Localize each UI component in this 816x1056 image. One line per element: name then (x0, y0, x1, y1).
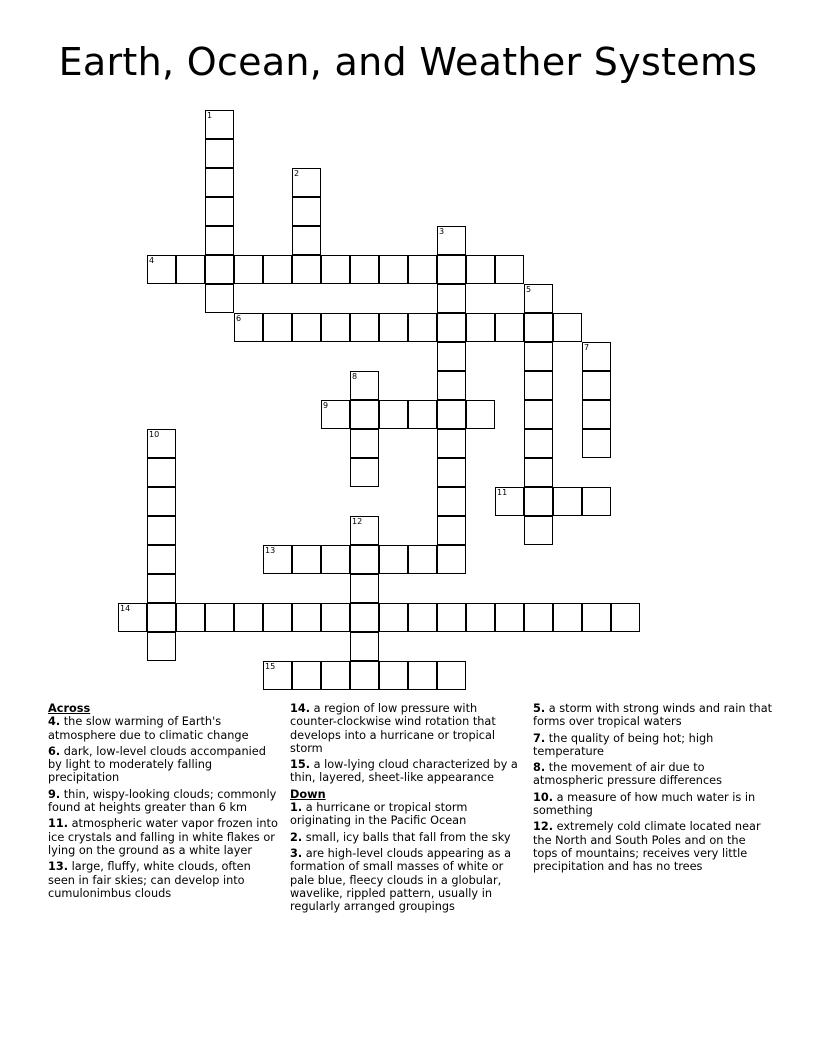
clue-item-number: 8. (533, 761, 546, 775)
grid-cell[interactable] (408, 661, 437, 690)
grid-cell[interactable] (495, 313, 524, 342)
clue-item-text: the movement of air due to atmospheric pressure differences (533, 761, 723, 788)
grid-cell[interactable] (379, 661, 408, 690)
clue-item-text: a region of low pressure with counter-clockwise wind rotation that develops into a hurricane or tropical storm (290, 702, 496, 755)
grid-cell[interactable] (205, 139, 234, 168)
clue-item (290, 801, 526, 828)
clue-item-text: atmospheric water vapor frozen into ice crystals and falling in white flakes or lying on the ground as a white layer (48, 817, 278, 857)
grid-cell[interactable] (437, 429, 466, 458)
clue-item (533, 791, 773, 818)
grid-cell[interactable] (611, 603, 640, 632)
grid-cell[interactable] (147, 632, 176, 661)
grid-cell[interactable] (524, 458, 553, 487)
grid-cell[interactable] (350, 574, 379, 603)
clue-item (290, 847, 526, 913)
clue-item (290, 831, 526, 844)
clue-number: 6 (236, 314, 242, 323)
grid-cell[interactable] (350, 603, 379, 632)
clue-item-text: small, icy balls that fall from the sky (302, 830, 511, 844)
grid-cell[interactable] (408, 545, 437, 574)
clue-item (48, 860, 280, 900)
grid-cell[interactable] (524, 429, 553, 458)
clue-item (290, 758, 526, 785)
grid-cell[interactable] (582, 429, 611, 458)
clue-item (533, 820, 773, 873)
grid-cell[interactable] (263, 661, 292, 690)
grid-cell[interactable] (466, 400, 495, 429)
clue-item-text: dark, low-level clouds accompanied by light to moderately falling precipitation (48, 744, 266, 785)
clues-section (0, 702, 816, 962)
grid-cell[interactable] (466, 313, 495, 342)
grid-cell[interactable] (437, 400, 466, 429)
grid-cell[interactable] (263, 545, 292, 574)
clue-item (533, 702, 773, 729)
grid-cell[interactable] (524, 516, 553, 545)
grid-cell[interactable] (437, 284, 466, 313)
clue-item-number: 5. (533, 702, 546, 715)
clue-item-number: 13. (48, 860, 69, 874)
grid-cell[interactable] (292, 661, 321, 690)
grid-cell[interactable] (582, 400, 611, 429)
grid-cell[interactable] (321, 545, 350, 574)
grid-cell[interactable] (147, 516, 176, 545)
clue-item-text: are high-level clouds appearing as a formation of small masses of white or pale blue, fleecy clouds in a globular, wavelike, rippled pattern, usually in regularly arranged groupings (290, 846, 511, 914)
grid-cell[interactable] (350, 255, 379, 284)
grid-cell[interactable] (437, 661, 466, 690)
clue-item-text: extremely cold climate located near the North and South Poles and on the tops of mountains; receives very little precipitation and has no trees (533, 820, 761, 874)
grid-cell[interactable] (437, 371, 466, 400)
clue-item-text: a storm with strong winds and rain that forms over tropical waters (533, 702, 773, 729)
clue-item-number: 6. (48, 744, 61, 758)
clues-column-3 (533, 702, 773, 877)
clue-item-number: 1. (290, 801, 303, 815)
clue-item-text: a hurricane or tropical storm originating in the Pacific Ocean (290, 801, 468, 828)
grid-cell[interactable] (437, 458, 466, 487)
clue-item-text: a low-lying cloud characterized by a thin, layered, sheet-like appearance (290, 758, 518, 785)
clue-item (533, 761, 773, 788)
clue-item-number: 3. (290, 846, 303, 860)
grid-cell[interactable] (205, 255, 234, 284)
clue-item (48, 817, 280, 857)
clue-item-text: the quality of being hot; high temperature (533, 731, 714, 758)
down-clue-list (290, 801, 526, 913)
grid-cell[interactable] (524, 342, 553, 371)
clue-item-number: 10. (533, 790, 554, 804)
grid-cell[interactable] (408, 400, 437, 429)
grid-cell[interactable] (350, 661, 379, 690)
clue-number: 5 (526, 285, 532, 294)
grid-cell[interactable] (524, 313, 553, 342)
grid-cell[interactable] (524, 487, 553, 516)
grid-cell[interactable] (147, 255, 176, 284)
grid-cell[interactable] (292, 545, 321, 574)
clue-item-number: 14. (290, 702, 311, 715)
grid-cell[interactable] (466, 603, 495, 632)
grid-cell[interactable] (350, 313, 379, 342)
grid-cell[interactable] (118, 603, 147, 632)
grid-cell[interactable] (205, 284, 234, 313)
across-clue-list-continued (290, 702, 526, 785)
clue-item (48, 788, 280, 815)
across-clue-list (48, 715, 280, 900)
grid-cell[interactable] (292, 226, 321, 255)
clue-item (48, 745, 280, 785)
grid-cell[interactable] (437, 226, 466, 255)
grid-cell[interactable] (147, 487, 176, 516)
grid-cell[interactable] (466, 255, 495, 284)
clue-number: 3 (439, 227, 445, 236)
clue-number: 15 (265, 662, 276, 671)
grid-cell[interactable] (408, 603, 437, 632)
grid-cell[interactable] (147, 603, 176, 632)
grid-cell[interactable] (524, 400, 553, 429)
grid-cell[interactable] (147, 545, 176, 574)
clues-column-1 (48, 702, 280, 903)
grid-cell[interactable] (234, 255, 263, 284)
clue-item (533, 732, 773, 759)
page-title: Earth, Ocean, and Weather Systems (58, 40, 758, 84)
grid-cell[interactable] (292, 313, 321, 342)
clues-column-2 (290, 702, 526, 916)
grid-cell[interactable] (582, 487, 611, 516)
clue-item (290, 702, 526, 755)
clue-item-number: 9. (48, 787, 61, 801)
grid-cell[interactable] (379, 545, 408, 574)
grid-cell[interactable] (408, 255, 437, 284)
grid-cell[interactable] (292, 603, 321, 632)
grid-cell[interactable] (524, 371, 553, 400)
grid-cell[interactable] (379, 400, 408, 429)
grid-cell[interactable] (292, 168, 321, 197)
grid-cell[interactable] (553, 313, 582, 342)
grid-cell[interactable] (553, 603, 582, 632)
grid-cell[interactable] (176, 255, 205, 284)
across-heading: Across (48, 702, 91, 715)
grid-cell[interactable] (321, 603, 350, 632)
grid-cell[interactable] (437, 545, 466, 574)
grid-cell[interactable] (205, 110, 234, 139)
grid-cell[interactable] (292, 255, 321, 284)
grid-cell[interactable] (234, 603, 263, 632)
grid-cell[interactable] (437, 313, 466, 342)
clue-item-text: the slow warming of Earth's atmosphere due to climatic change (48, 715, 249, 742)
clue-item (48, 715, 280, 742)
grid-cell[interactable] (408, 313, 437, 342)
grid-cell[interactable] (437, 255, 466, 284)
grid-cell[interactable] (379, 255, 408, 284)
grid-cell[interactable] (524, 603, 553, 632)
grid-cell[interactable] (437, 603, 466, 632)
grid-cell[interactable] (176, 603, 205, 632)
clue-item-number: 12. (533, 820, 554, 834)
clue-number: 12 (352, 517, 363, 526)
grid-cell[interactable] (379, 313, 408, 342)
grid-cell[interactable] (147, 574, 176, 603)
grid-cell[interactable] (205, 168, 234, 197)
clue-number: 11 (497, 488, 508, 497)
clue-number: 4 (149, 256, 155, 265)
clue-item-number: 11. (48, 817, 69, 831)
grid-cell[interactable] (263, 255, 292, 284)
grid-cell[interactable] (350, 400, 379, 429)
clue-item-text: large, fluffy, white clouds, often seen in fair skies; can develop into cumulonimbus clouds (48, 860, 251, 900)
clue-item-text: thin, wispy-looking clouds; commonly found at heights greater than 6 km (48, 787, 277, 815)
grid-cell[interactable] (524, 284, 553, 313)
clue-item-number: 7. (533, 731, 546, 745)
grid-cell[interactable] (495, 603, 524, 632)
grid-cell[interactable] (147, 429, 176, 458)
grid-cell[interactable] (437, 516, 466, 545)
grid-cell[interactable] (321, 313, 350, 342)
grid-cell[interactable] (495, 487, 524, 516)
grid-cell[interactable] (553, 487, 582, 516)
grid-cell[interactable] (147, 458, 176, 487)
clue-number: 7 (584, 343, 590, 352)
grid-cell[interactable] (205, 226, 234, 255)
grid-cell[interactable] (321, 661, 350, 690)
clue-number: 9 (323, 401, 329, 410)
grid-cell[interactable] (350, 371, 379, 400)
clue-item-text: a measure of how much water is in something (533, 790, 756, 818)
clue-number: 14 (120, 604, 131, 613)
clue-number: 13 (265, 546, 276, 555)
grid-cell[interactable] (437, 487, 466, 516)
grid-cell[interactable] (582, 371, 611, 400)
grid-cell[interactable] (350, 516, 379, 545)
grid-cell[interactable] (379, 603, 408, 632)
grid-cell[interactable] (350, 429, 379, 458)
grid-cell[interactable] (263, 313, 292, 342)
grid-cell[interactable] (437, 342, 466, 371)
clue-item-number: 15. (290, 758, 311, 772)
clue-item-number: 2. (290, 830, 303, 844)
grid-cell[interactable] (582, 603, 611, 632)
clue-number: 10 (149, 430, 160, 439)
grid-cell[interactable] (205, 603, 234, 632)
grid-cell[interactable] (350, 632, 379, 661)
down-clue-list-continued (533, 702, 773, 874)
down-heading: Down (290, 787, 326, 801)
grid-cell[interactable] (263, 603, 292, 632)
grid-cell[interactable] (582, 342, 611, 371)
clue-number: 8 (352, 372, 358, 381)
grid-cell[interactable] (292, 197, 321, 226)
grid-cell[interactable] (205, 197, 234, 226)
clue-number: 2 (294, 169, 300, 178)
grid-cell[interactable] (321, 255, 350, 284)
grid-cell[interactable] (350, 545, 379, 574)
grid-cell[interactable] (350, 458, 379, 487)
grid-cell[interactable] (321, 400, 350, 429)
grid-cell[interactable] (234, 313, 263, 342)
grid-cell[interactable] (495, 255, 524, 284)
clue-item-number: 4. (48, 715, 61, 729)
clue-number: 1 (207, 111, 213, 120)
